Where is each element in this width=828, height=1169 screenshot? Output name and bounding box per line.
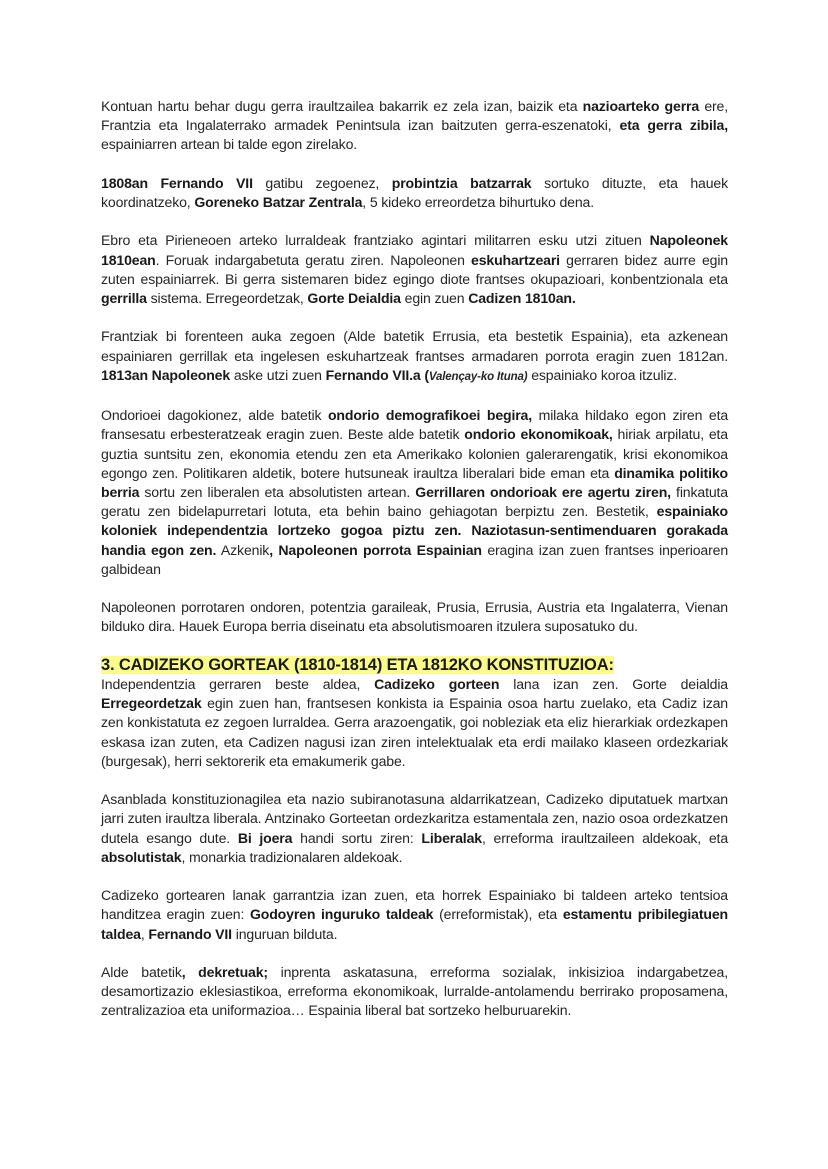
bold-text: estamentu pribilegiatuen taldea [101, 906, 728, 942]
bold-text: 1813an Napoleonek [101, 366, 231, 383]
bold-text: Napoleonek 1810ean [101, 232, 728, 268]
body-text: handi sortu ziren: [292, 829, 422, 846]
bold-text: Erregeordetzak [101, 695, 202, 712]
bold-text: Cadizeko gorteen [374, 676, 500, 692]
section-heading-text: 3. CADIZEKO GORTEAK (1810-1814) ETA 1812KO KONSTITUZIOA: [101, 655, 614, 674]
body-text: , monarkia tradizionalaren aldekoak. [181, 848, 403, 865]
body-text: . Foruak indargabetuta geratu ziren. Napoleonen [155, 251, 471, 268]
body-text: espainiarren artean bi talde egon zirelako. [101, 136, 358, 153]
paragraph-constituent-assembly [101, 790, 728, 867]
body-text: , 5 kideko erreordetza bihurtuko dena. [362, 194, 594, 210]
paragraph-decrees [101, 963, 728, 1021]
body-text: sistema. Erregeordetzak, [146, 290, 308, 306]
paragraph-french-defeat [101, 327, 728, 387]
bold-text: Liberalak [421, 829, 482, 846]
bold-text: eta gerra zibila, [619, 117, 728, 134]
body-text: inprenta askatasuna, erreforma sozialak, inkisizioa indargabetzea, desamortizazio eklesiastikoa, erreforma ekonomikoak, lurralde-antolamendu berrirako proposamena, zentralizazioa eta uniformazioa… Espainia liberal bat sortzeko helburuarekin. [101, 964, 729, 1019]
body-text: Independentzia gerraren beste aldea, [101, 676, 375, 692]
body-text: hiriak arpilatu, eta guztia suntsitu zen, ekonomia etendu zen eta Amerikako kolonien galerarengatik, krisi ekonomikoa egongo zen. Politikaren aldetik, botere hutsuneak iraultza liberalari bide eman eta [101, 426, 728, 481]
bold-text: probintzia batzarrak [391, 174, 532, 191]
paragraph-tension [101, 886, 728, 944]
body-text: milaka hildako egon ziren eta fransesatu erbesteratzeak eragin zuen. Beste alde batetik [101, 407, 729, 443]
bold-text: dinamika politiko berria [101, 464, 728, 500]
body-text: lana izan zen. Gorte deialdia [499, 676, 728, 692]
paragraph-1808-juntas [101, 174, 728, 212]
paragraph-war-character [101, 97, 728, 155]
body-text: gatibu zegoenez, [252, 174, 392, 191]
body-text: Cadizeko gortearen lanak garrantzia izan zuen, eta horrek Espainiako bi taldeen arteko tentsioa handitzea eragin zuen: [101, 887, 728, 923]
body-text: Alde batetik [101, 964, 182, 980]
body-text: finkatuta geratu zen bidelapurretari lotuta, eta behin baino gehiagotan berpiztu zen. Bestetik, [101, 484, 728, 520]
bold-text: Godoyren inguruko taldeak [249, 906, 434, 923]
italic-text: Valençay-ko Ituna) [428, 370, 528, 383]
body-text: aske utzi zuen [230, 366, 326, 383]
section-heading [101, 656, 728, 675]
body-text: Kontuan hartu behar dugu gerra iraultzailea bakarrik ez zela izan, baizik eta [101, 98, 583, 114]
body-text: espainiako koroa itzuliz. [527, 366, 678, 383]
bold-text: Fernando VII.a ( [325, 366, 429, 383]
body-text: inguruan bilduta. [231, 925, 338, 942]
body-text: Frantziak bi forenteen auka zegoen (Alde batetik Errusia, eta bestetik Espainia), eta azkenean espainiaren gerrillak eta ingelesen eskuhartzeak frantses armadaren porrota eragin zuen 1812an. [101, 328, 728, 364]
body-text: Asanblada konstituzionagilea eta nazio subiranotasuna aldarrikatzean, Cadizeko diputatuek martxan jarri zuten iraultza liberala. Antzinako Gorteetan ordezkaritza estamentala zen, nazio osoa ordezkatzen dutela esango dute. [101, 791, 728, 846]
bold-text: Goreneko Batzar Zentrala [194, 194, 363, 210]
body-text: (erreformistak), eta [433, 906, 563, 923]
document-page [101, 97, 728, 1040]
body-text: ere, Frantzia eta Ingalaterrako armadek Penintsula izan baitzuten gerra-eszenatoki, [101, 98, 729, 134]
body-text: gerraren bidez aurre egin zuten espainiarrek. Bi gerra sistemaren bidez egingo diote frantses okupazioari, konbentzionala eta [101, 251, 728, 287]
bold-text: Gorte Deialdia [307, 290, 401, 306]
body-text: sortuko dituzte, eta hauek koordinatzeko, [101, 174, 728, 210]
body-text: Ebro eta Pirieneoen arteko lurraldeak frantziako agintari militarren esku utzi zituen [101, 232, 650, 249]
bold-text: 1808an Fernando VII [101, 174, 253, 191]
bold-text: eskuhartzeari [471, 251, 560, 268]
bold-text: espainiako koloniek independentzia lortzeko gogoa piztu zen. Naziotasun-sentimenduaren gorakada handia egon zen. [101, 503, 728, 558]
paragraph-consequences [101, 406, 728, 579]
body-text: Azkenik [216, 541, 270, 558]
bold-text: , Napoleonen porrota Espainian [269, 541, 482, 558]
bold-text: , dekretuak; [181, 964, 268, 980]
bold-text: absolutistak [101, 848, 182, 865]
bold-text: Bi joera [237, 829, 293, 846]
bold-text: Fernando VII [148, 925, 232, 942]
body-text: , erreforma iraultzaileen aldekoak, eta [481, 829, 729, 846]
paragraph-vienna [101, 598, 728, 636]
bold-text: ondorio demografikoei begira, [327, 407, 533, 424]
bold-text: nazioarteko gerra [582, 98, 700, 114]
paragraph-napoleon-1810 [101, 231, 728, 308]
bold-text: Gerrillaren ondorioak ere agertu ziren, [415, 484, 671, 500]
bold-text: ondorio ekonomikoak, [464, 426, 613, 443]
body-text: egin zuen han, frantsesen konkista ia Espainia osoa hartu zuelako, eta Cadiz izan zen konkistatuta ez zegoen lurraldea. Gerra arazoengatik, goi nobleziak eta eliz hierarkiak ordezkapen eskasa izan zuten, eta Cadizen nagusi izan ziren intelektualak eta erdi mailako klaseen ordezkariak (burgesak), herri sektorerik eta emakumerik gabe. [101, 695, 728, 769]
bold-text: gerrilla [101, 290, 147, 306]
body-text: , [140, 925, 149, 942]
body-text: Ondorioei dagokionez, alde batetik [101, 407, 328, 424]
body-text: Napoleonen porrotaren ondoren, potentzia garaileak, Prusia, Errusia, Austria eta Ingalaterra, Vienan bilduko dira. Hauek Europa berria diseinatu eta absolutismoaren itzulera suposatuko du. [101, 599, 728, 635]
body-text: sortu zen liberalen eta absolutisten artean. [139, 484, 416, 500]
paragraph-cadiz-cortes [101, 675, 728, 771]
body-text: egin zuen [400, 290, 469, 306]
body-text: eragina izan zuen frantses inperioaren galbidean [101, 541, 729, 577]
bold-text: Cadizen 1810an. [468, 290, 576, 306]
